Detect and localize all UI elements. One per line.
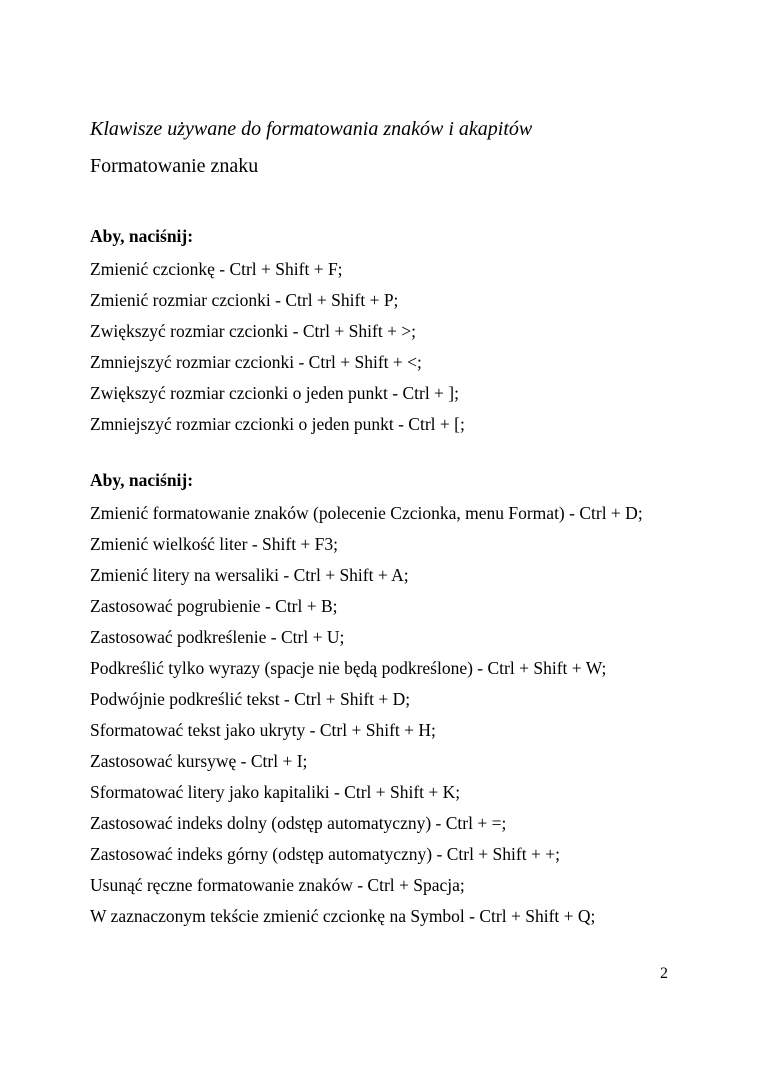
page-number: 2 (660, 965, 668, 982)
shortcut-line: Podwójnie podkreślić tekst - Ctrl + Shift + D; (90, 689, 411, 709)
shortcut-line: Zmniejszyć rozmiar czcionki o jeden punkt - Ctrl + [; (90, 414, 465, 434)
shortcut-line: Podkreślić tylko wyrazy (spacje nie będą podkreślone) - Ctrl + Shift + W; (90, 658, 607, 678)
shortcut-section-font-size (90, 223, 730, 440)
section-heading: Formatowanie znaku (90, 155, 259, 177)
shortcut-line: Zastosować podkreślenie - Ctrl + U; (90, 627, 345, 647)
shortcut-line: Sformatować tekst jako ukryty - Ctrl + Shift + H; (90, 720, 436, 740)
shortcut-line: Zwiększyć rozmiar czcionki - Ctrl + Shift + >; (90, 321, 417, 341)
shortcut-line: W zaznaczonym tekście zmienić czcionkę na Symbol - Ctrl + Shift + Q; (90, 906, 596, 926)
shortcut-line: Zwiększyć rozmiar czcionki o jeden punkt - Ctrl + ]; (90, 383, 459, 403)
shortcut-line: Sformatować litery jako kapitaliki - Ctrl + Shift + K; (90, 782, 461, 802)
shortcut-line: Zmienić litery na wersaliki - Ctrl + Shift + A; (90, 565, 409, 585)
document-subtitle: Klawisze używane do formatowania znaków i akapitów (90, 118, 533, 140)
shortcut-line: Zmniejszyć rozmiar czcionki - Ctrl + Shift + <; (90, 352, 422, 372)
shortcut-line: Zmienić czcionkę - Ctrl + Shift + F; (90, 259, 343, 279)
shortcut-line: Zastosować indeks górny (odstęp automatyczny) - Ctrl + Shift + +; (90, 844, 560, 864)
shortcut-section-character-format (90, 467, 730, 932)
shortcut-line: Zmienić rozmiar czcionki - Ctrl + Shift + P; (90, 290, 399, 310)
shortcut-line: Zmienić formatowanie znaków (polecenie Czcionka, menu Format) - Ctrl + D; (90, 503, 643, 523)
shortcut-line: Zastosować kursywę - Ctrl + I; (90, 751, 308, 771)
shortcut-line: Usunąć ręczne formatowanie znaków - Ctrl + Spacja; (90, 875, 465, 895)
shortcut-line: Zastosować indeks dolny (odstęp automatyczny) - Ctrl + =; (90, 813, 507, 833)
section-label: Aby, naciśnij: (90, 226, 194, 246)
section-label: Aby, naciśnij: (90, 470, 194, 490)
shortcut-line: Zastosować pogrubienie - Ctrl + B; (90, 596, 338, 616)
shortcut-line: Zmienić wielkość liter - Shift + F3; (90, 534, 339, 554)
